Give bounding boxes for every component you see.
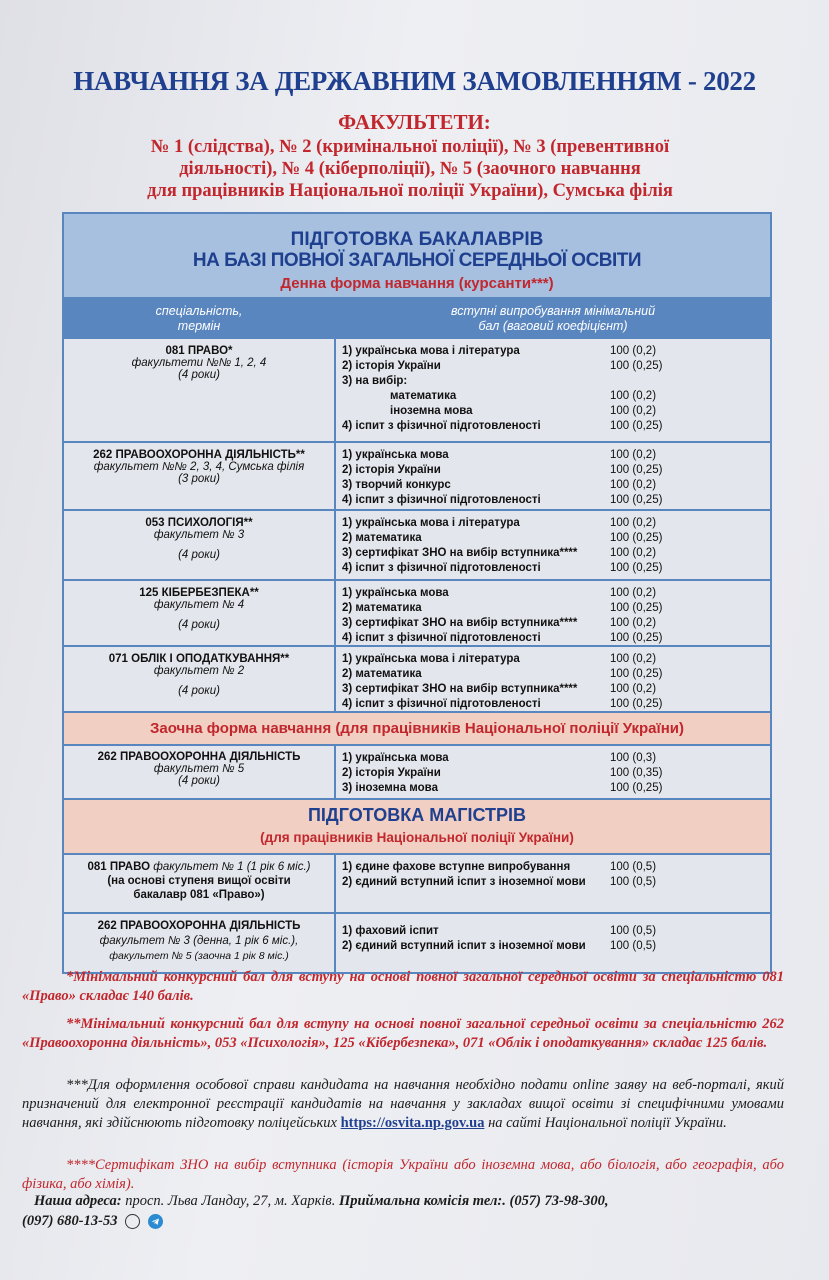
specialty-name: 262 ПРАВООХОРОННА ДІЯЛЬНІСТЬ** [93,449,305,461]
phone-label: Приймальна комісія тел:. [338,1193,506,1209]
exam-line [342,561,770,576]
exam-name: 3) на вибір: [342,375,408,387]
exam-name: 1) українська мова [342,752,449,764]
exams-cell [336,581,770,645]
exams-cell [336,511,770,579]
specialty-faculty: факультет № 3 [153,529,245,541]
contacts-line-2 [22,1212,784,1231]
exam-score: 100 (0,2) [610,683,657,695]
faculties-list [60,136,760,202]
exam-line [342,616,770,631]
exam-line [342,374,770,389]
exam-score: 100 (0,5) [610,925,657,937]
exam-name: іноземна мова [390,405,473,417]
table-row [64,339,770,443]
exam-score: 100 (0,2) [610,517,657,529]
specialty-cell [64,339,336,441]
exam-name: 1) фаховий іспит [342,925,439,937]
exam-score: 100 (0,5) [610,876,657,888]
exam-line [342,493,770,508]
exam-line [342,766,770,781]
exam-line [342,478,770,493]
table-row [64,647,770,713]
specialty-term: (4 роки) [178,685,220,697]
exam-score: 100 (0,25) [610,668,663,680]
exam-name: 2) єдиний вступний іспит з іноземної мови [342,940,586,952]
exam-score: 100 (0,2) [610,449,657,461]
exam-name: 4) іспит з фізичної підготовленості [342,698,541,710]
specialty-name: 071 ОБЛІК І ОПОДАТКУВАННЯ** [108,653,290,665]
exam-name: 1) українська мова [342,587,449,599]
column-header-exams: вступні випробування мінімальний бал (ваговий коефіцієнт) [450,304,656,333]
exam-line [342,875,770,890]
exam-score: 100 (0,3) [610,752,657,764]
specialty-name: 262 ПРАВООХОРОННА ДІЯЛЬНІСТЬ [97,751,301,763]
exam-name: 3) іноземна мова [342,782,438,794]
specialty-name: 081 ПРАВО [87,861,151,873]
address: просп. Льва Ландау, 27, м. Харків. [125,1193,336,1209]
exam-name: 1) українська мова і література [342,653,520,665]
exam-line [342,751,770,766]
exam-name: 2) історія України [342,767,441,779]
exam-line [342,682,770,697]
exam-line [342,404,770,419]
table-row [64,581,770,647]
exam-score: 100 (0,25) [610,602,663,614]
faculties-line: № 1 (слідства), № 2 (кримінальної поліції), № 3 (превентивної [150,137,670,157]
exam-score: 100 (0,2) [610,587,657,599]
registration-link[interactable]: https://osvita.np.gov.ua [340,1115,485,1131]
exams-cell [336,443,770,509]
exam-score: 100 (0,25) [610,782,663,794]
exam-line [342,448,770,463]
exam-line [342,359,770,374]
exam-score: 100 (0,2) [610,653,657,665]
viber-icon[interactable] [125,1214,140,1229]
faculties-label: ФАКУЛЬТЕТИ: [338,110,491,134]
exam-name: 3) сертифікат ЗНО на вибір вступника**** [342,617,578,629]
exam-score: 100 (0,2) [610,617,657,629]
table-row [64,511,770,581]
specialty-faculty: факультет № 5 (заочна 1 рік 8 міс.) [109,950,289,962]
exam-name: 3) творчий конкурс [342,479,451,491]
table-row [64,746,770,800]
exam-line [342,667,770,682]
exam-score [610,374,700,389]
exam-score: 100 (0,25) [610,698,663,710]
study-form: Денна форма навчання (курсанти***) [280,275,554,292]
exam-name: 2) історія України [342,360,441,372]
extramural-header: Заочна форма навчання (для працівників Національної поліції України) [64,713,770,746]
table-row [64,914,770,972]
exam-name: 2) математика [342,668,422,680]
specialty-basis: (на основі ступеня вищої освіти [107,875,291,887]
bachelor-rows [64,339,770,713]
telegram-icon[interactable] [148,1214,163,1229]
specialty-cell [64,511,336,579]
exam-name: 1) українська мова і література [342,345,520,357]
specialty-cell [64,581,336,645]
exam-line [342,389,770,404]
master-subtitle: (для працівників Національної поліції України) [260,830,574,845]
exam-line [342,586,770,601]
bachelor-basis: НА БАЗІ ПОВНОЇ ЗАГАЛЬНОЇ СЕРЕДНЬОЇ ОСВІТИ [192,250,642,271]
specialty-name: 081 ПРАВО* [165,345,233,357]
exam-name: 1) українська мова і література [342,517,520,529]
exam-score: 100 (0,25) [610,420,663,432]
specialty-name: 053 ПСИХОЛОГІЯ** [145,517,253,529]
exam-name: 1) єдине фахове вступне випробування [342,861,571,873]
note-3: ***Для оформлення особової справи кандидата на навчання необхідно подати online заяву на веб-порталі, який призначений для електронної реєстрації кандидатів на навчання у закладах вищої освіти зі специфічними умовами навчання, які здійснюють підготовку поліцейських https://osvita.np.gov.ua на сайті Національної поліції України. [22,1077,784,1131]
exam-name: 4) іспит з фізичної підготовленості [342,632,541,644]
exam-name: 2) математика [342,602,422,614]
exam-line [342,344,770,359]
specialty-faculty: факультет № 3 (денна, 1 рік 6 міс.), [99,935,299,947]
column-header-specialty: спеціальність, термін [64,299,336,339]
phone-2: (097) 680-13-53 [22,1213,118,1229]
specialty-faculty: факультет № 1 (1 рік 6 міс.) [153,861,311,873]
specialty-faculty: факультети №№ 1, 2, 4 [131,357,267,369]
specialty-cell [64,647,336,711]
specialty-cell [64,855,336,912]
exam-score: 100 (0,2) [610,390,657,402]
note-4: ****Сертифікат ЗНО на вибір вступника (історія України або іноземна мова, або біологія, або географія, або фізика, або хімія). [22,1157,784,1192]
exam-name: 4) іспит з фізичної підготовленості [342,494,541,506]
exam-line [342,463,770,478]
exam-name: 3) сертифікат ЗНО на вибір вступника**** [342,683,578,695]
page-title: НАВЧАННЯ ЗА ДЕРЖАВНИМ ЗАМОВЛЕННЯМ - 2022 [73,66,756,96]
exams-cell [336,339,770,441]
specialty-faculty: факультет № 2 [153,665,245,677]
specialty-term: (4 роки) [178,775,220,787]
exam-score: 100 (0,25) [610,464,663,476]
specialty-term: (4 роки) [178,369,220,381]
exam-line [342,652,770,667]
exam-name: 3) сертифікат ЗНО на вибір вступника**** [342,547,578,559]
exam-name: 2) історія України [342,464,441,476]
exam-name: 2) математика [342,532,422,544]
exam-line [342,531,770,546]
specialty-faculty: факультет № 4 [153,599,245,611]
exam-line [342,516,770,531]
exam-line [342,697,770,712]
exam-score: 100 (0,2) [610,405,657,417]
admission-table [62,212,772,974]
exam-line [342,631,770,646]
address-label: Наша адреса: [34,1193,122,1209]
master-section-header [64,800,770,855]
exams-cell [336,914,770,972]
specialty-term: (3 роки) [178,473,220,485]
phone-1: (057) 73-98-300, [509,1193,609,1209]
specialty-name: 125 КІБЕРБЕЗПЕКА** [139,587,259,599]
exam-score: 100 (0,25) [610,360,663,372]
exam-score: 100 (0,25) [610,562,663,574]
exam-line [342,939,770,954]
exam-line [342,601,770,616]
contacts [22,1192,784,1211]
exam-score: 100 (0,25) [610,632,663,644]
exams-cell [336,855,770,912]
exam-score: 100 (0,5) [610,940,657,952]
exam-score: 100 (0,2) [610,345,657,357]
exam-name: 4) іспит з фізичної підготовленості [342,562,541,574]
exam-score: 100 (0,2) [610,547,657,559]
exam-name: математика [390,390,457,402]
specialty-faculty: факультет №№ 2, 3, 4, Сумська філія [93,461,305,473]
exam-name: 4) іспит з фізичної підготовленості [342,420,541,432]
exam-score: 100 (0,2) [610,479,657,491]
exam-score: 100 (0,25) [610,494,663,506]
table-row [64,855,770,914]
specialty-cell [64,746,336,798]
exams-cell [336,647,770,711]
exam-line [342,924,770,939]
exam-score: 100 (0,25) [610,532,663,544]
specialty-term: (4 роки) [178,619,220,631]
exam-line [342,781,770,796]
table-row [64,443,770,511]
specialty-name: 262 ПРАВООХОРОННА ДІЯЛЬНІСТЬ [97,920,301,932]
column-headers [64,299,770,339]
faculties-line: діяльності), № 4 (кіберполіції), № 5 (заочного навчання [179,159,641,179]
exams-cell [336,746,770,798]
exam-line [342,419,770,434]
bachelor-title: ПІДГОТОВКА БАКАЛАВРІВ [290,229,544,250]
specialty-faculty: факультет № 5 [153,763,245,775]
exam-name: 2) єдиний вступний іспит з іноземної мови [342,876,586,888]
exam-score: 100 (0,5) [610,861,657,873]
exam-line [342,546,770,561]
exam-name: 1) українська мова [342,449,449,461]
master-title: ПІДГОТОВКА МАГІСТРІВ [307,805,526,825]
note-2: **Мінімальний конкурсний бал для вступу на основі повної загальної середньої освіти за спеціальністю 262 «Правоохоронна діяльність», 053 «Психологія», 125 «Кібербезпека», 071 «Облік і оподаткування» складає 125 балів. [22,1016,784,1051]
exam-line [342,860,770,875]
note-1: *Мінімальний конкурсний бал для вступу на основі повної загальної середньої освіти за спеціальністю 081 «Право» складає 140 балів. [22,969,784,1004]
specialty-term: (4 роки) [178,549,220,561]
bachelor-section-header [64,214,770,299]
exam-score: 100 (0,35) [610,767,663,779]
specialty-cell [64,443,336,509]
specialty-cell [64,914,336,972]
specialty-basis: бакалавр 081 «Право») [133,889,265,901]
faculties-line: для працівників Національної поліції України), Сумська філія [147,181,673,201]
